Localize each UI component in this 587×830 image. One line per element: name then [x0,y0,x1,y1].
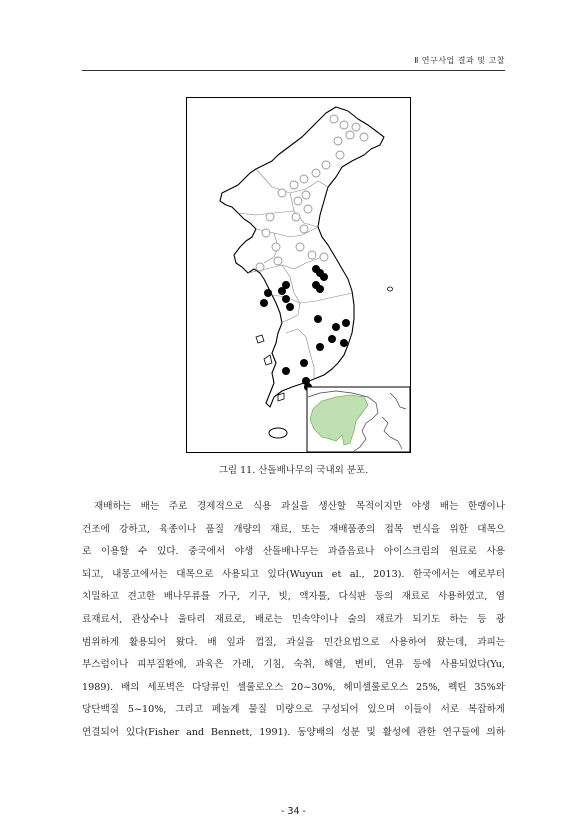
text-line: 건조에 강하고, 육종이나 품질 개량의 재료, 또는 재배품종의 접목 번식을 위한 대목으 [82,523,505,535]
text-line: 부스럼이나 피부질환에, 과육은 가래, 기침, 숙취, 해열, 변비, 연유 등에 사용되었다(Yu, [82,659,505,671]
body-paragraph [82,496,505,745]
text-line: 연결되어 있다(Fisher and Bennett, 1991). 동양배의 성분 및 활성에 관한 연구들에 의하 [82,726,505,738]
distribution-map-figure [186,97,411,453]
text-line: 범위하게 활용되어 왔다. 배 잎과 껍질, 과실을 민간요법으로 사용하여 왔는데, 과피는 [82,636,505,648]
text-line: 료재료서, 관상수나 울타리 재료로, 배로는 민속약이나 술의 재료가 되기도 하는 등 광 [82,613,505,625]
header-rule [82,70,505,71]
figure-caption: 그림 11. 산돌배나무의 국내외 분포. [218,465,369,476]
jeju-island [269,428,287,438]
text-line: 로 이용할 수 있다. 중국에서 야생 산돌배나무는 과즙음료나 아이스크림의 원료로 사용 [82,546,505,558]
section-header: Ⅱ 연구사업 결과 및 고찰 [414,56,505,65]
islet [256,335,264,343]
text-line: 1989). 배의 세포벽은 다당류인 셀룰로오스 20~30%, 헤미셀룰로오스 25%, 펙틴 35%와 [82,681,505,693]
text-line: 치밀하고 견고한 배나무류를 가구, 기구, 빗, 액자틀, 다식판 등의 재료로 사용하였고, 염 [82,591,505,603]
east-asia-inset-map [307,387,410,452]
text-line: 당단백질 5~10%, 그리고 페놀계 물질 미량으로 구성되어 있으며 이들이 서로 복잡하게 [82,704,505,716]
text-line: 재배하는 배는 주로 경제적으로 식용 과실을 생산할 목적이지만 야생 배는 한랭이나 [94,501,505,512]
ulleung-island [388,287,393,291]
text-line: 되고, 내몽고에서는 대목으로 사용되고 있다(Wuyun et al., 2013). 한국에서는 예로부터 [82,568,505,580]
page-number: - 34 - [281,806,306,817]
